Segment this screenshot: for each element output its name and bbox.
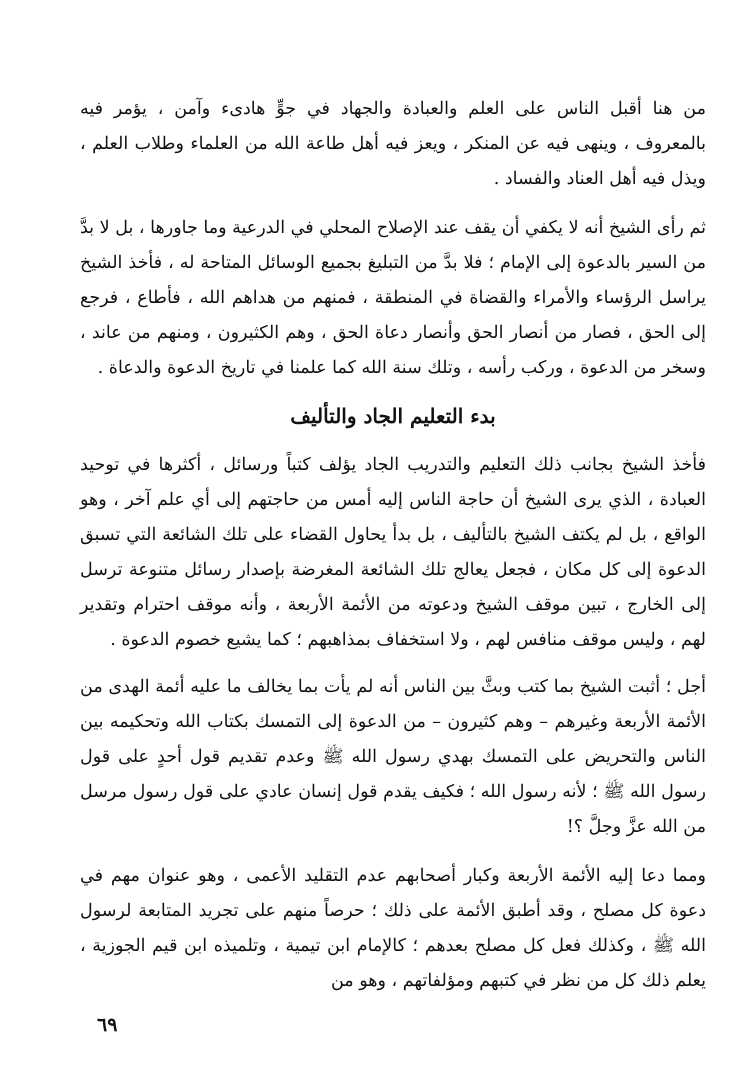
paragraph-4: أجل ؛ أثبت الشيخ بما كتب وبثَّ بين الناس أنه لم يأت بما يخالف ما عليه أئمة الهدى من الأئمة الأربعة وغيرهم – وهم كثيرون – من الدعوة إلى التمسك بكتاب الله وتحكيمه بين الناس والتحريض على التمسك بهدي رسول الله ﷺ وعدم تقديم قول أحدٍ على قول رسول الله ﷺ ؛ لأنه رسول الله ؛ فكيف يقدم قول إنسان عادي على قول رسول مرسل من الله عزَّ وجلَّ ؟! xyxy=(80,677,706,837)
paragraph-3: فأخذ الشيخ بجانب ذلك التعليم والتدريب الجاد يؤلف كتباً ورسائل ، أكثرها في توحيد العبادة ، الذي يرى الشيخ أن حاجة الناس إليه أمس من حاجتهم إلى أي علم آخر ، وهو الواقع ، بل لم يكتف الشيخ بالتأليف ، بل بدأ يحاول القضاء على تلك الشائعة التي تسبق الدعوة إلى كل مكان ، فجعل يعالج تلك الشائعة المغرضة بإصدار رسائل متنوعة ترسل إلى الخارج ، تبين موقف الشيخ ودعوته من الأئمة الأربعة ، وأنه موقف احترام وتقدير لهم ، وليس موقف منافس لهم ، ولا استخفاف بمذاهبهم ؛ كما يشيع خصوم الدعوة . xyxy=(80,455,706,650)
paragraph-5: ومما دعا إليه الأئمة الأربعة وكبار أصحابهم عدم التقليد الأعمى ، وهو عنوان مهم في دعوة كل مصلح ، وقد أطبق الأئمة على ذلك ؛ حرصاً منهم على تجريد المتابعة لرسول الله ﷺ ، وكذلك فعل كل مصلح بعدهم ؛ كالإمام ابن تيمية ، وتلميذه ابن قيم الجوزية ، يعلم ذلك كل من نظر في كتبهم ومؤلفاتهم ، وهو من xyxy=(80,866,706,991)
page-body xyxy=(80,92,706,999)
section-heading: بدء التعليم الجاد والتأليف xyxy=(290,404,496,428)
page-number: ٦٩ xyxy=(97,1014,118,1036)
paragraph-2: ثم رأى الشيخ أنه لا يكفي أن يقف عند الإصلاح المحلي في الدرعية وما جاورها ، بل لا بدَّ من السير بالدعوة إلى الإمام ؛ فلا بدَّ من التبليغ بجميع الوسائل المتاحة له ، فأخذ الشيخ يراسل الرؤساء والأمراء والقضاة في المنطقة ، فمنهم من هداهم الله ، فأطاع ، فرجع إلى الحق ، فصار من أنصار الحق وأنصار دعاة الحق ، وهم الكثيرون ، ومنهم من عاند ، وسخر من الدعوة ، وركب رأسه ، وتلك سنة الله كما علمنا في تاريخ الدعوة والدعاة . xyxy=(80,218,706,378)
paragraph-1: من هنا أقبل الناس على العلم والعبادة والجهاد في جوٍّ هادىء وآمن ، يؤمر فيه بالمعروف ، وينهى فيه عن المنكر ، ويعز فيه أهل طاعة الله من العلماء وطلاب العلم ، ويذل فيه أهل العناد والفساد . xyxy=(80,99,706,189)
